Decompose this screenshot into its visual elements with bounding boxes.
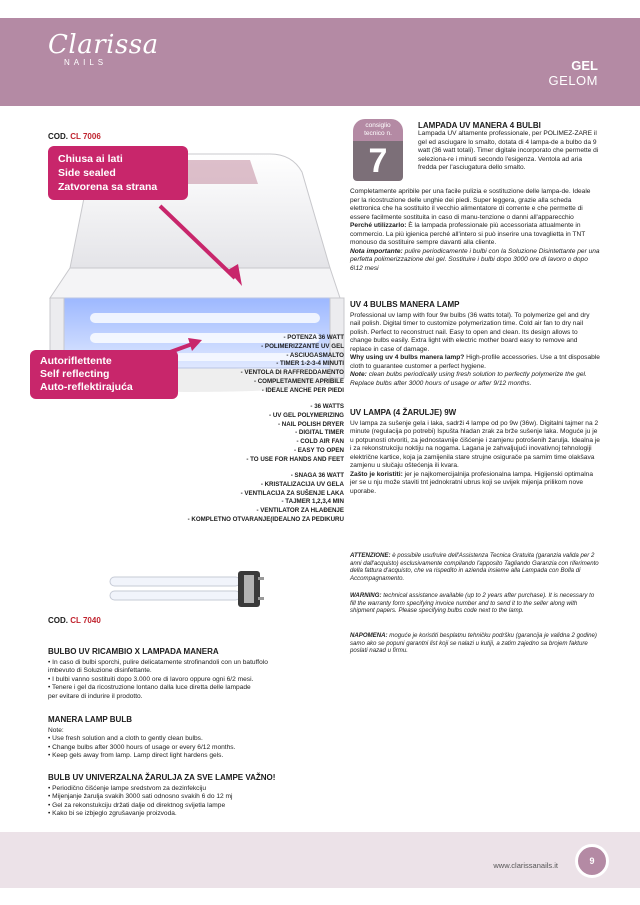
- category-gel: GEL: [571, 58, 598, 73]
- notice-en-label: WARNING:: [350, 592, 382, 599]
- tech-tip-badge: [353, 119, 403, 181]
- page-number: 9: [575, 844, 609, 878]
- list-item: • Tenere i gel da ricostruzione lontano dalla luce diretta delle lampade: [48, 684, 251, 692]
- feature-item: - POTENZA 36 WATT: [283, 334, 344, 341]
- list-item: • Mijenjanje žarulja svakih 3000 sati odnosno svakih 6 do 12 mj: [48, 793, 233, 801]
- feature-item: - COMPLETAMENTE APRIBILE: [253, 377, 344, 385]
- feature-item: - COLD AIR FAN: [296, 438, 344, 446]
- list-item: • I bulbi vanno sostituiti dopo 3.000 ore di lavoro oppure ogni 6/2 mesi.: [48, 675, 254, 683]
- callout-bot-line-2: Self reflecting: [40, 368, 110, 380]
- tech-tip-label: [353, 119, 403, 141]
- feature-item: - 36 WATTS: [310, 403, 344, 410]
- features-en: [144, 403, 344, 465]
- en-body-text: Professional uv lamp with four 9w bulbs (36 watts total). To polymerize gel and dry nail polish. Digital timer to customize polymerization time. Cold air fan to dry nail polish. Perfect to reconstruct nail. Easy to open and clean. Its design allows to change bulbs easily. Extra light with electric mother board easy to remove and replace in case of damage.: [350, 311, 590, 353]
- notice-it-text: è possibile usufruire dell'Assistenza Tecnica Gratuita (garanzia valida per 2 anni dall'acquisto) esclusivamente compilando l'apposito Tagliando Garanzia con riferimento della fattura d'acquisto, che va rispedito in azienda insieme alla Lampada con Bolla di Accompagnamento.: [350, 552, 599, 582]
- feature-item: - TIMER 1-2-3-4 MINUTI: [276, 360, 344, 368]
- bulb-en-section: [48, 716, 348, 761]
- bulb-it-section: [48, 648, 348, 702]
- list-item: imbevuto di Soluzione disinfettante.: [48, 667, 152, 675]
- it-body-text: Completamente apribile per una facile pulizia e sostituzione delle lampa-de. Ideale per la ricostruzione delle unghie dei piedi. Super leggera, grazie alla scheda elettronica che ha sostituito il vecchio alimentatore di corrente e che permette di essere facilmente sostituita in caso di manu-tenzione o danni all'apparecchio: [350, 188, 591, 221]
- brand-sub: NAILS: [64, 58, 108, 67]
- callout-bot-line-3: Auto-reflektirajuća: [40, 381, 133, 393]
- product-code-7040: [48, 616, 101, 625]
- it-why-label: Perché utilizzarlo:: [350, 222, 407, 229]
- callout-top-line-1: Chiusa ai lati: [58, 153, 123, 165]
- feature-item: - SNAGA 36 WATT: [290, 472, 344, 479]
- product-code-7006: [48, 132, 101, 141]
- notice-it: [350, 552, 600, 582]
- feature-item: - EASY TO OPEN: [294, 446, 344, 454]
- callout-top-line-2: Side sealed: [58, 167, 116, 179]
- tech-tip-number: 7: [353, 141, 403, 181]
- it-note: [350, 248, 600, 274]
- feature-item: - IDEALE ANCHE PER PIEDI: [261, 386, 344, 394]
- callout-top-line-3: Zatvorena sa strana: [58, 181, 158, 193]
- feature-item: - POLIMERIZZANTE UV GEL: [261, 342, 344, 350]
- bulb-it-title: BULBO UV RICAMBIO X LAMPADA MANERA: [48, 647, 219, 656]
- en-note-label: Note:: [350, 371, 367, 378]
- category-gelom: GELOM: [548, 73, 598, 88]
- notice-en: [350, 592, 600, 615]
- feature-item: - ASCIUGASMALTO: [286, 351, 344, 359]
- code-value: CL 7040: [70, 616, 101, 625]
- callout-bot-line-1: Autoriflettente: [40, 355, 112, 367]
- notice-hr: [350, 632, 600, 655]
- en-section-title: UV 4 BULBS MANERA LAMP: [350, 300, 460, 309]
- uv-bulb-image: [100, 555, 280, 625]
- list-item: • Gel za rekonstukciju držati dalje od direktnog svijetla lampe: [48, 801, 226, 809]
- list-item: • Kako bi se izbjeglo zgrušavanje proizvoda.: [48, 810, 177, 818]
- website-link[interactable]: www.clarissanails.it: [493, 861, 558, 870]
- hr-body-text: Uv lampa za sušenje gela i laka, sadrži 4 lampe od po 9w (36w). Digitalni tajmer na 2 minute (regulacija po potrebi) Ispušta hladan zrak za brže sušenje laka. Moguće ju je u potpunosti otvoriti, za jednostavnije čišćenje i zamjenu potrošenih žarulja. Idealna je i za rekonstrukciju noktiju na nogama. Lagana je zahvaljujući inovativnoj tehnologiji električne kartice, koja ja zamijenila stare strujne osigurače pa samim time olakšava zamjenu u slučaju oštećenja ili kvara.: [350, 419, 600, 469]
- feature-item: - NAIL POLISH DRYER: [277, 420, 344, 428]
- feature-item: - KRISTALIZACIJA UV GELA: [260, 480, 344, 488]
- code-label: COD.: [48, 132, 68, 141]
- en-why-text: High-profile accessories. Use a tnt disposable cloth to guarantee customer a perfect hygiene.: [350, 354, 600, 370]
- en-section: [350, 301, 600, 388]
- hr-section: [350, 409, 600, 496]
- category-title: [549, 58, 598, 88]
- en-note-text: clean bulbs periodically using fresh solution to perfectly polymerize the gel. Replace bulbs after 3000 hours of usage or after 9/12 months.: [350, 371, 587, 387]
- feature-item: - VENTILACIJA ZA SUŠENJE LAKA: [240, 489, 344, 497]
- callout-side-sealed: [48, 146, 188, 200]
- footer-band: [0, 832, 640, 888]
- notice-it-label: ATTENZIONE:: [350, 552, 391, 559]
- notice-hr-text: moguće je koristiti besplatnu tehničku podršku (garancija je validna 2 godine) samo ako se popuni garantni list koji se nalazi u kutiji, a zatim zajedno sa brojem fakture poslati nazad u firmu.: [350, 632, 597, 655]
- it-why: [350, 222, 600, 248]
- bulb-hr-section: [48, 774, 348, 819]
- list-item: per evitare di indurire il prodotto.: [48, 692, 143, 700]
- list-item: Note:: [48, 726, 64, 734]
- feature-item: - KOMPLETNO OTVARANJE(IDEALNO ZA PEDIKURU: [187, 515, 344, 523]
- en-why: [350, 354, 600, 371]
- it-why-text: È la lampada professionale più accessoriata attualmente in commercio. La più igienica perché all'intero si può inserire una tovaglietta in TNT monouso da sostituire sempre davanti alla cliente.: [350, 222, 586, 246]
- list-item: • In caso di bulbi sporchi, pulire delicatamente strofinandoli con un batuffolo: [48, 658, 268, 666]
- feature-item: - DIGITAL TIMER: [295, 429, 344, 437]
- tip-label-line-1: consiglio: [365, 122, 391, 129]
- it-section-intro: Lampada UV altamente professionale, per POLIMEZ-ZARE il gel ed asciugare lo smalto, dotata di 4 lampa-de a bulbo da 9 watt (36 watt totali). Timer digitale incorporato che permette di seleziona-re i minuti secondo l'esigenza. Ventola ad aria fredda per l'asciugatura dello smalto.: [418, 130, 599, 171]
- uv-bulb-illustration: [100, 555, 280, 625]
- notice-hr-label: NAPOMENA:: [350, 632, 388, 639]
- list-item: • Change bulbs after 3000 hours of usage or every 6/12 months.: [48, 743, 236, 751]
- it-note-label: Nota importante:: [350, 247, 403, 255]
- hr-section-title: UV LAMPA (4 ŽARULJE) 9W: [350, 408, 457, 417]
- bulb-en-title: MANERA LAMP BULB: [48, 715, 132, 724]
- code-label: COD.: [48, 616, 68, 625]
- en-why-label: Why using uv 4 bulbs manera lamp?: [350, 354, 465, 361]
- bulb-hr-title: BULB UV UNIVERZALNA ŽARULJA ZA SVE LAMPE VAŽNO!: [48, 773, 276, 782]
- list-item: • Keep gels away from lamp. Lamp direct light hardens gels.: [48, 752, 224, 760]
- code-value: CL 7006: [70, 132, 101, 141]
- it-section-body: [350, 188, 600, 273]
- it-section-title: LAMPADA UV MANERA 4 BULBI: [418, 121, 541, 130]
- notice-en-text: technical assistance available (up to 2 years after purchase). It is necessary to fill the warranty form specifying invoice number and to send it to the seller along with shipment papers. Please specifying bulbs code next to the lamp.: [350, 592, 595, 615]
- hr-why-label: Zašto je koristiti:: [350, 470, 403, 478]
- features-hr: [144, 472, 344, 525]
- tip-label-line-2: tecnico n.: [364, 130, 392, 137]
- feature-item: - VENTOLA DI RAFFREDDAMENTO: [240, 369, 344, 377]
- hr-why: [350, 471, 600, 497]
- feature-item: - VENTILATOR ZA HLAĐENJE: [256, 507, 344, 515]
- it-note-text: pulire periodicamente i bulbi con la Soluzione Disintettante per una perfetta polimerizzazione dei gel. Sostituire i bulbi dopo 3000 ore di lavoro o dopo 6\12 mesi: [350, 247, 600, 272]
- feature-item: - UV GEL POLYMERIZING: [269, 411, 344, 419]
- brand-name: Clarissa: [48, 30, 159, 60]
- feature-item: - TO USE FOR HANDS AND FEET: [246, 455, 344, 463]
- features-it: [144, 334, 344, 396]
- list-item: • Use fresh solution and a cloth to gently clean bulbs.: [48, 735, 203, 743]
- hr-why-text: jer je najkomercijalnija profesionalna lampa. Higijenski optimalna jer se u nju može staviti tnt jednokratni ubrus koji se uvijek mijenja prilikom nove uporabe.: [350, 470, 593, 495]
- list-item: • Periodično čišćenje lampe sredstvom za dezinfekciju: [48, 784, 207, 792]
- brand-logo: [48, 30, 159, 67]
- en-note: [350, 371, 600, 388]
- feature-item: - TAJMER 1,2,3,4 MIN: [281, 498, 344, 506]
